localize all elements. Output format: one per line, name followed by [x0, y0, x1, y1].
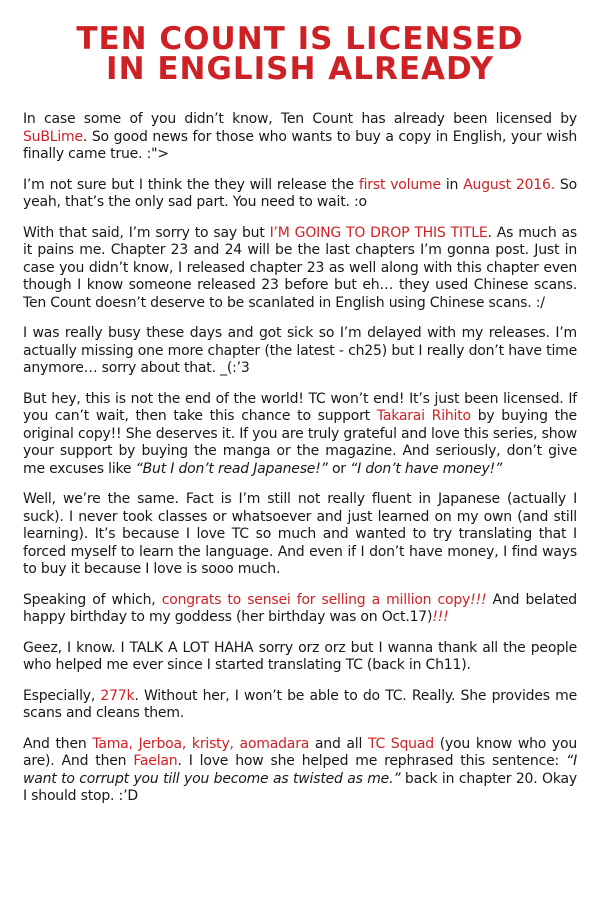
page-title-line-1: TEN COUNT IS LICENSED [76, 21, 524, 57]
text-segment: Well, we’re the same. Fact is I’m still not really fluent in Japanese (actually I suck). I never took classes or whatsoever and just learned on my own (and still learning). It’s because I love TC so much and wanted to try translating that I forced myself to learn the language. And even if I don’t have money, I find ways to buy it because I love is sooo much. [23, 491, 577, 577]
text-segment: I was really busy these days and got sick so I’m delayed with my releases. I’m actually missing one more chapter (the latest - ch25) but I really don’t have time anymore… sorry about that. _(:’3 [23, 325, 577, 376]
text-segment-red: congrats to sensei for selling a million copy [161, 591, 471, 608]
text-segment: With that said, I’m sorry to say but [23, 224, 270, 241]
page-title-line-2: IN ENGLISH ALREADY [106, 51, 494, 87]
paragraph [23, 391, 577, 479]
paragraph [23, 225, 577, 313]
text-segment: in [440, 176, 464, 193]
text-segment: But hey, this is not the end of the world! TC won’t end! It’s just been licensed. If you can’t wait, then take this chance to support [23, 390, 577, 424]
page-title [23, 21, 577, 87]
paragraph [23, 177, 577, 212]
text-segment-red: first volume [358, 176, 441, 193]
text-segment-italic: “I don’t have money!” [350, 460, 503, 477]
text-segment: I’m not sure but I think the they will release the [23, 176, 359, 193]
text-segment: . As much as it pains me. Chapter 23 and 24 will be the last chapters I’m gonna post. Just in case you didn’t know, I released chapter 23 as well along with this chapter even though I know someone released 23 before but eh… they used Chinese scans. Ten Count doesn’t deserve to be scanlated in English using Chinese scans. :/ [23, 224, 577, 311]
text-segment-red-italic: !!! [470, 591, 487, 608]
text-segment-red-italic: !!! [432, 609, 449, 625]
text-segment: . So good news for those who wants to buy a copy in English, your wish finally came true. :"> [23, 128, 577, 162]
text-segment: Geez, I know. I TALK A LOT HAHA sorry orz orz but I wanna thank all the people who helped me ever since I started translating TC (back in Ch11). [23, 639, 577, 673]
paragraph [23, 592, 577, 627]
paragraph [23, 325, 577, 378]
paragraph [23, 640, 577, 675]
text-segment: . I love how she helped me rephrased this sentence: [177, 753, 567, 769]
text-segment: by buying the original copy!! She deserves it. If you are truly grateful and love this series, show your support by buying the manga or the magazine. And seriously, don’t give me excuses like [23, 408, 577, 477]
text-segment-red: Takarai Rihito [376, 408, 471, 424]
text-segment: In case some of you didn’t know, Ten Count has already been licensed by [23, 111, 577, 127]
paragraph [23, 491, 577, 579]
paragraph [23, 736, 577, 806]
text-segment-red: August 2016. [463, 176, 555, 193]
text-segment: Speaking of which, [23, 591, 162, 608]
paragraph [23, 688, 577, 723]
text-segment-red: I’M GOING TO DROP THIS TITLE [269, 224, 488, 241]
text-segment: or [327, 460, 351, 477]
text-segment-red: Tama, Jerboa, kristy, aomadara [92, 735, 310, 752]
text-segment: And then [23, 735, 93, 752]
text-segment-italic: “I want to corrupt you till you become as twisted as me.” [23, 753, 577, 787]
text-segment-red: 277k [100, 687, 135, 704]
text-segment-red: TC Squad [367, 735, 434, 752]
text-segment-italic: “But I don’t read Japanese!” [135, 460, 328, 477]
text-segment: So yeah, that’s the only sad part. You need to wait. :o [23, 176, 577, 210]
text-segment: (you know who you are). And then [23, 735, 577, 769]
notice-body-text [23, 111, 577, 806]
text-segment: And belated happy birthday to my goddess (her birthday was on Oct.17) [23, 591, 577, 625]
text-segment: back in chapter 20. Okay I should stop. :’D [23, 770, 577, 804]
text-segment: . Without her, I won’t be able to do TC. Really. She provides me scans and cleans them. [23, 687, 577, 721]
text-segment-red: SuBLime [23, 128, 83, 145]
text-segment-red: Faelan [133, 753, 178, 769]
text-segment: Especially, [23, 687, 101, 704]
paragraph [23, 111, 577, 164]
text-segment: and all [309, 735, 368, 752]
